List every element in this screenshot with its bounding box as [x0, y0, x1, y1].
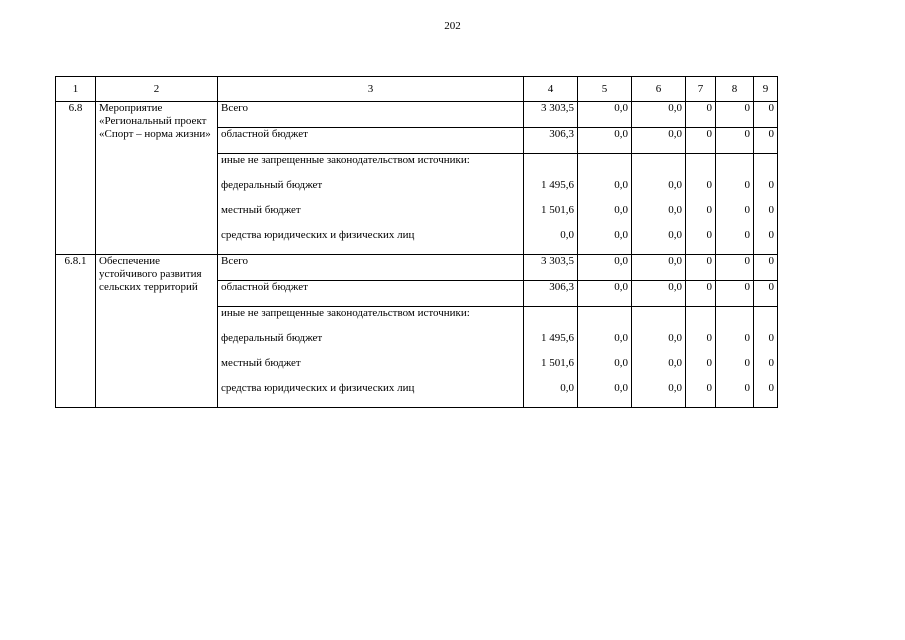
value-cell: 0,0: [578, 102, 632, 128]
value-cell: [632, 154, 686, 180]
activity-name: Обеспечение устойчивого развития сельских территорий: [96, 255, 218, 408]
funding-source: федеральный бюджет: [218, 179, 524, 204]
value-cell: 0,0: [524, 229, 578, 255]
header-cell: 1: [56, 77, 96, 102]
value-cell: 0: [716, 357, 754, 382]
value-cell: 0,0: [578, 332, 632, 357]
value-cell: 0: [686, 281, 716, 307]
header-cell: 2: [96, 77, 218, 102]
value-cell: 0: [686, 229, 716, 255]
value-cell: [686, 154, 716, 180]
table-body: [56, 102, 778, 408]
value-cell: 0: [754, 357, 778, 382]
page-number: 202: [444, 20, 461, 32]
value-cell: [716, 154, 754, 180]
table-row: [56, 255, 778, 281]
value-cell: 0,0: [578, 281, 632, 307]
funding-source: иные не запрещенные законодательством источники:: [218, 154, 524, 180]
value-cell: 0,0: [578, 357, 632, 382]
value-cell: 0,0: [578, 229, 632, 255]
funding-source: федеральный бюджет: [218, 332, 524, 357]
value-cell: 0,0: [578, 179, 632, 204]
value-cell: 0: [754, 332, 778, 357]
funding-source: областной бюджет: [218, 128, 524, 154]
value-cell: [632, 307, 686, 333]
value-cell: 0: [686, 357, 716, 382]
activity-name: Мероприятие «Региональный проект «Спорт – норма жизни»: [96, 102, 218, 255]
value-cell: 0: [716, 179, 754, 204]
funding-source: средства юридических и физических лиц: [218, 229, 524, 255]
value-cell: 0: [686, 179, 716, 204]
value-cell: 0: [716, 332, 754, 357]
funding-source: средства юридических и физических лиц: [218, 382, 524, 408]
value-cell: 0,0: [578, 255, 632, 281]
value-cell: 0,0: [524, 382, 578, 408]
funding-source: Всего: [218, 102, 524, 128]
row-code: 6.8.1: [56, 255, 96, 408]
value-cell: 0,0: [578, 128, 632, 154]
value-cell: 0: [754, 102, 778, 128]
value-cell: [524, 307, 578, 333]
value-cell: 0,0: [632, 281, 686, 307]
budget-table: [55, 76, 778, 408]
value-cell: 0: [716, 204, 754, 229]
header-cell: 4: [524, 77, 578, 102]
header-cell: 7: [686, 77, 716, 102]
value-cell: 0: [754, 255, 778, 281]
value-cell: 0: [686, 128, 716, 154]
header-cell: 8: [716, 77, 754, 102]
value-cell: 306,3: [524, 281, 578, 307]
value-cell: 0: [686, 102, 716, 128]
value-cell: 0: [754, 229, 778, 255]
value-cell: 0,0: [632, 332, 686, 357]
value-cell: [524, 154, 578, 180]
value-cell: 0: [754, 382, 778, 408]
value-cell: 0,0: [578, 382, 632, 408]
value-cell: 1 495,6: [524, 332, 578, 357]
value-cell: 0: [716, 229, 754, 255]
value-cell: [686, 307, 716, 333]
value-cell: 0,0: [632, 128, 686, 154]
value-cell: 0: [686, 332, 716, 357]
funding-source: местный бюджет: [218, 204, 524, 229]
value-cell: 0: [716, 255, 754, 281]
value-cell: 0: [754, 179, 778, 204]
table-row: [56, 102, 778, 128]
value-cell: 0: [716, 382, 754, 408]
funding-source: иные не запрещенные законодательством источники:: [218, 307, 524, 333]
value-cell: 0: [716, 128, 754, 154]
value-cell: 1 495,6: [524, 179, 578, 204]
funding-source: местный бюджет: [218, 357, 524, 382]
value-cell: 0,0: [632, 357, 686, 382]
value-cell: 0: [754, 281, 778, 307]
value-cell: [754, 154, 778, 180]
header-cell: 3: [218, 77, 524, 102]
header-cell: 6: [632, 77, 686, 102]
header-row: [56, 77, 778, 102]
value-cell: 3 303,5: [524, 102, 578, 128]
value-cell: 306,3: [524, 128, 578, 154]
value-cell: [578, 307, 632, 333]
value-cell: 0: [754, 204, 778, 229]
value-cell: 1 501,6: [524, 204, 578, 229]
value-cell: 0,0: [632, 255, 686, 281]
value-cell: 0,0: [632, 204, 686, 229]
value-cell: 0,0: [632, 229, 686, 255]
value-cell: 0: [716, 102, 754, 128]
row-code: 6.8: [56, 102, 96, 255]
funding-source: областной бюджет: [218, 281, 524, 307]
value-cell: 0,0: [632, 102, 686, 128]
value-cell: 1 501,6: [524, 357, 578, 382]
value-cell: 0: [686, 382, 716, 408]
header-cell: 9: [754, 77, 778, 102]
header-cell: 5: [578, 77, 632, 102]
value-cell: [578, 154, 632, 180]
value-cell: 0: [754, 128, 778, 154]
value-cell: [716, 307, 754, 333]
value-cell: 0,0: [578, 204, 632, 229]
value-cell: 0,0: [632, 382, 686, 408]
value-cell: 0: [686, 204, 716, 229]
value-cell: 0,0: [632, 179, 686, 204]
funding-source: Всего: [218, 255, 524, 281]
value-cell: 3 303,5: [524, 255, 578, 281]
value-cell: 0: [686, 255, 716, 281]
value-cell: [754, 307, 778, 333]
value-cell: 0: [716, 281, 754, 307]
